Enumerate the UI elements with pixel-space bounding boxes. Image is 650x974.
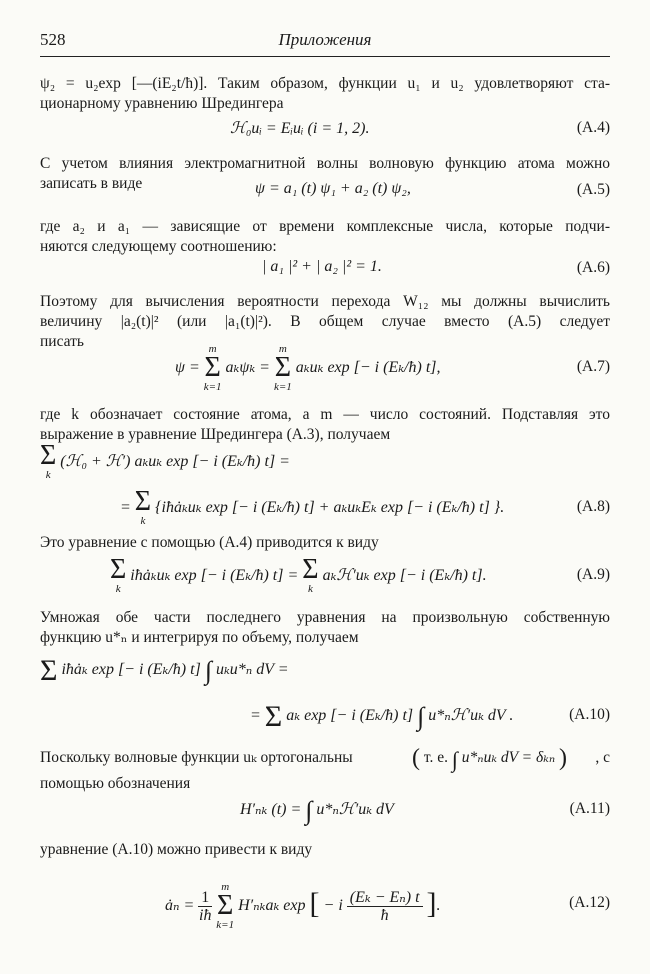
paragraph-5 [40, 405, 610, 445]
equation-term: iħȧₖ exp [− i (Eₖ/ħ) t] [61, 661, 201, 678]
paragraph-line: помощью обозначения [40, 775, 191, 792]
parenthetical-formula: u*ₙuₖ dV = δₖₙ [461, 749, 556, 766]
sum-operator: m Σ k=1 [273, 343, 292, 394]
parenthetical: ( т. е. ∫ u*ₙuₖ dV = δₖₙ ) [412, 745, 568, 772]
equation-line-2: = Σ aₖ exp [− i (Eₖ/ħ) t] ∫ u*ₙℋ′uₖ dV . [250, 700, 514, 733]
equation-line-2 [120, 486, 504, 530]
equation-formula: ȧₙ = $\frac{1}{iħ}$ m Σ k=1 H′ₙₖaₖ exp [ − i $\frac{\text{(Eₖ − Eₙ) t}}{ħ}$ ]. [165, 881, 441, 932]
sum-lower-limit: k=1 [203, 381, 222, 394]
equation-number: (A.4) [576, 119, 610, 136]
equation-formula: | a₁ |² + | a₂ |² = 1. [262, 258, 382, 275]
paragraph-line: Это уравнение с помощью (А.4) приводится к виду [40, 534, 379, 551]
paragraph-1 [40, 74, 610, 114]
sum-operator: m Σ k=1 [216, 881, 235, 932]
equation-term: u*ₙℋ′uₖ dV [316, 801, 394, 818]
integral-sign: ∫ [417, 702, 425, 731]
equation-line-1 [40, 440, 290, 484]
equation-a10 [40, 650, 610, 736]
paragraph-line: писать [40, 333, 84, 350]
fraction-denominator: ħ [380, 906, 389, 924]
sum-lower-limit: k=1 [216, 919, 235, 932]
fraction [347, 889, 423, 924]
page-header [40, 22, 610, 57]
paragraph-line: уравнение (А.10) можно привести к виду [40, 841, 313, 858]
equation-a12 [40, 872, 610, 936]
equation-formula: ψ = a₁ (t) ψ₁ + a₂ (t) ψ₂, [255, 180, 411, 197]
equation-a11 [40, 792, 610, 828]
paragraph-line: Умножая обе части последнего уравнения на произвольную собственную [40, 609, 610, 626]
equation-term: (ℋ₀ + ℋ′) aₖuₖ exp [− i (Eₖ/ħ) t] = [60, 453, 290, 470]
paragraph-line [40, 742, 610, 774]
equation-term: . [436, 897, 441, 914]
paragraph-line: величину |a₂(t)|² (или |a₁(t)|²). В общем случае вместо (А.5) следует [40, 313, 610, 330]
sum-lower-limit: k=1 [273, 381, 292, 394]
equation-term: = [250, 707, 261, 724]
paragraph-line: няются следующему соотношению: [40, 238, 277, 255]
equation-number: (A.12) [569, 894, 610, 911]
sum-lower-limit: k [140, 515, 146, 528]
equation-number: (A.10) [569, 706, 610, 723]
fraction-numerator: 1 [198, 889, 212, 907]
equation-number: (A.6) [576, 259, 610, 276]
sum-operator: Σ k [302, 554, 319, 596]
sum-upper-limit: m [278, 343, 287, 356]
paragraph-line: записать в виде [40, 175, 143, 192]
sum-operator: Σ k [134, 486, 152, 528]
equation-number: (A.7) [576, 358, 610, 375]
equation-number: (A.9) [576, 566, 610, 583]
equation-term: iħȧₖuₖ exp [− i (Eₖ/ħ) t] = [130, 567, 299, 584]
equation-a8 [40, 440, 610, 532]
equation-a7 [40, 340, 610, 396]
integral-sign: ∫ [204, 656, 212, 685]
paragraph-line: ционарному уравнению Шредингера [40, 95, 284, 112]
paragraph-9 [40, 840, 610, 860]
equation-a4 [40, 118, 610, 142]
equation-term: {iħȧₖuₖ exp [− i (Eₖ/ħ) t] + aₖuₖEₖ exp [− i (Eₖ/ħ) t] }. [155, 499, 505, 516]
paragraph-line: выражение в уравнение Шредингера (А.3), получаем [40, 426, 391, 443]
equation-term: aₖ exp [− i (Eₖ/ħ) t] [286, 707, 414, 724]
equation-number: (A.5) [576, 181, 610, 198]
sum-operator: Σ k [40, 440, 57, 482]
equation-term: = [120, 499, 131, 516]
paragraph-line: где k обозначает состояние атома, а m — число состояний. Подставляя это [40, 406, 610, 423]
sum-upper-limit: m [221, 881, 230, 894]
paragraph-tail: , с [595, 749, 610, 766]
equation-lhs: ψ = [175, 359, 200, 376]
paragraph-line: функцию u*ₙ и интегрируя по объему, получаем [40, 629, 359, 646]
fraction-denominator: iħ [199, 906, 212, 924]
fraction-numerator: (Eₖ − Eₙ) t [347, 889, 423, 907]
paragraph-line: С учетом влияния электромагнитной волны волновую функцию атома можно [40, 155, 610, 172]
equation-a6 [40, 258, 610, 282]
fraction [198, 889, 212, 924]
sum-operator: m Σ k=1 [203, 343, 222, 394]
equation-number: (A.8) [576, 498, 610, 515]
equation-formula: ℋ₀uᵢ = Eᵢuᵢ (i = 1, 2). [230, 120, 370, 137]
paragraph-line: ψ₂ = u₂exp [—(iE₂t/ħ)]. Таким образом, функции u₁ и u₂ удовлетворяют ста- [40, 75, 610, 92]
integral-sign: ∫ [305, 796, 313, 825]
parenthetical-lead: т. е. [423, 749, 448, 766]
equation-lhs: ȧₙ = [165, 897, 195, 914]
paragraph-line: Поэтому для вычисления вероятности перехода W₁₂ мы должны вычислить [40, 293, 610, 310]
equation-term: H′ₙₖaₖ exp [238, 897, 306, 914]
paragraph-text: Поскольку волновые функции uₖ ортогональны [40, 749, 353, 766]
paragraph-3 [40, 217, 610, 257]
sum-operator: Σ k [110, 554, 127, 596]
equation-term: aₖℋ′uₖ exp [− i (Eₖ/ħ) t]. [322, 567, 487, 584]
equation-formula [110, 554, 487, 598]
paragraph-8 [40, 742, 610, 798]
equation-formula [240, 792, 394, 829]
equation-number: (A.11) [569, 800, 610, 817]
equation-formula [175, 340, 441, 396]
equation-term: aₖuₖ exp [− i (Eₖ/ħ) t], [295, 359, 441, 376]
equation-term: aₖψₖ = [225, 359, 270, 376]
running-title: Приложения [278, 30, 372, 49]
page-number: 528 [40, 30, 66, 49]
equation-a9 [40, 554, 610, 598]
paragraph-6 [40, 533, 610, 553]
sum-lower-limit: k [45, 469, 51, 482]
equation-a5 [40, 180, 610, 204]
equation-term: u*ₙℋ′uₖ dV . [428, 707, 514, 724]
sum-upper-limit: m [208, 343, 217, 356]
sum-lower-limit: k [115, 583, 121, 596]
equation-line-1: Σ iħȧₖ exp [− i (Eₖ/ħ) t] ∫ uₖu*ₙ dV = [40, 654, 289, 687]
sum-lower-limit: k [307, 583, 313, 596]
paragraph-7 [40, 608, 610, 648]
equation-term: uₖu*ₙ dV = [215, 661, 289, 678]
equation-term: − i [323, 897, 343, 914]
equation-lhs: H′ₙₖ (t) = [240, 801, 302, 818]
paragraph-line: где a₂ и a₁ — зависящие от времени комплексные числа, которые подчи- [40, 218, 610, 235]
